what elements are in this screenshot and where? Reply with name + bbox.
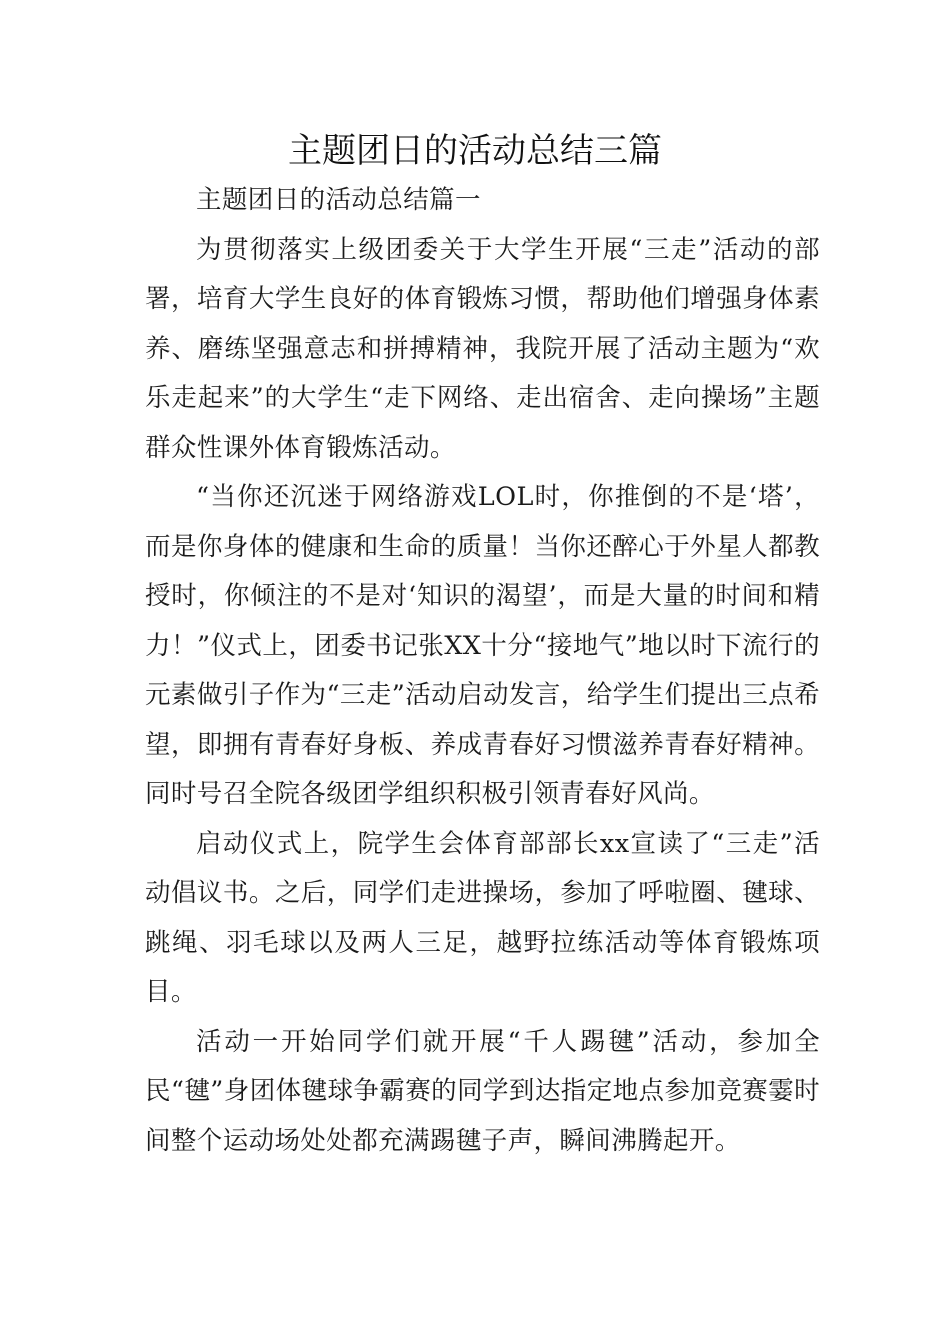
section-heading: 主题团日的活动总结篇一 <box>196 185 481 215</box>
paragraph: 为贯彻落实上级团委关于大学生开展“三走”活动的部署，培育大学生良好的体育锻炼习惯，帮助他们增强身体素养、磨练坚强意志和拼搏精神，我院开展了活动主题为“欢乐走起来”的大学生“走下网络、走出宿舍、走向操场”主题群众性课外体育锻炼活动。 <box>145 234 820 463</box>
document-body <box>145 176 820 1166</box>
paragraph: “当你还沉迷于网络游戏LOL时，你推倒的不是‘塔’，而是你身体的健康和生命的质量！当你还醉心于外星人都教授时，你倾注的不是对‘知识的渴望’，而是大量的时间和精力！”仪式上，团委书记张XX十分“接地气”地以时下流行的元素做引子作为“三走”活动启动发言，给学生们提出三点希望，即拥有青春好身板、养成青春好习惯滋养青春好精神。同时号召全院各级团学组织积极引领青春好风尚。 <box>145 482 820 809</box>
paragraph: 活动一开始同学们就开展“千人踢毽”活动，参加全民“毽”身团体毽球争霸赛的同学到达指定地点参加竞赛霎时间整个运动场处处都充满踢毽子声，瞬间沸腾起开。 <box>145 1026 820 1156</box>
paragraph: 启动仪式上，院学生会体育部部长xx宣读了“三走”活动倡议书。之后，同学们走进操场，参加了呼啦圈、毽球、跳绳、羽毛球以及两人三足，越野拉练活动等体育锻炼项目。 <box>145 828 820 1007</box>
document-title: 主题团日的活动总结三篇 <box>288 131 662 171</box>
